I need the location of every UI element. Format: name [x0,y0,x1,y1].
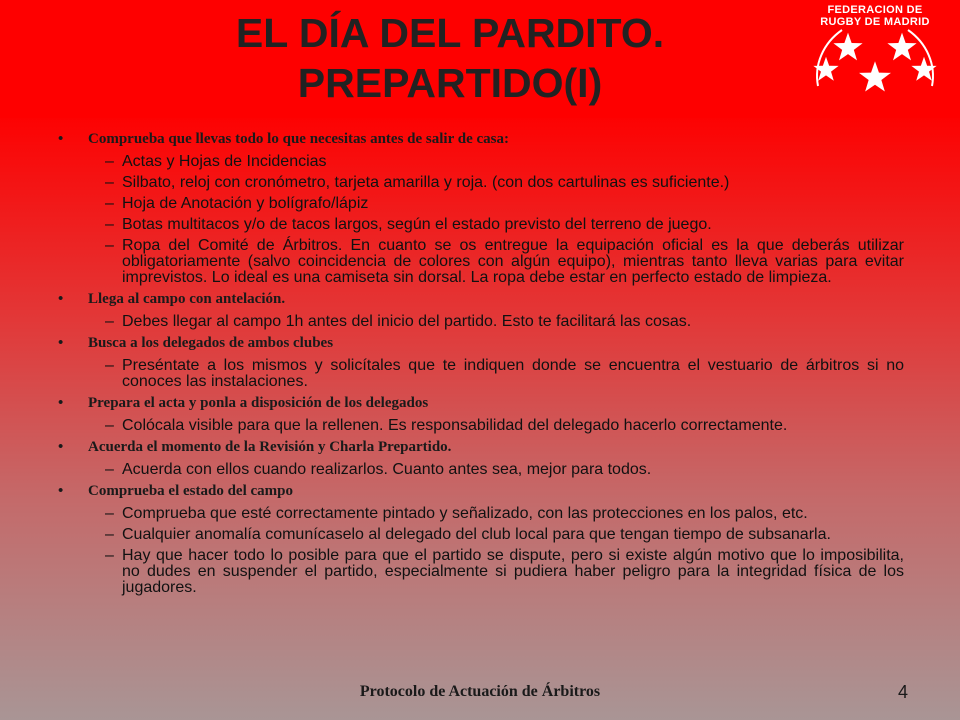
title-line-1: EL DÍA DEL PARDITO. [235,10,665,56]
dash-marker: – [105,313,114,330]
bullet-marker: • [58,439,64,455]
sub-item-text: Hoja de Anotación y bolígrafo/lápiz [122,195,369,212]
sub-item [58,506,904,522]
bullet-heading [58,334,904,353]
bullet-heading [58,438,904,457]
sub-item-text: Hay que hacer todo lo posible para que el partido se dispute, pero si existe algún motivo que lo imposibilita, no dudes en suspender el partido, especialmente si pudiera haber peligro para la integridad física de los jugadores. [122,547,904,596]
dash-marker: – [105,417,114,434]
dash-marker: – [105,547,114,564]
bullet-marker: • [58,335,64,351]
slide-footer: Protocolo de Actuación de Árbitros [359,683,601,700]
bullet-heading-text: Comprueba que llevas todo lo que necesitas antes de salir de casa: [88,131,509,147]
dash-marker: – [105,174,114,191]
sub-item [58,314,904,330]
sub-item-text: Cualquier anomalía comunícaselo al delegado del club local para que tengan tiempo de subsanarla. [122,526,831,543]
sub-item [58,154,904,170]
sub-item [58,527,904,543]
dash-marker: – [105,461,114,478]
bullet-heading-text: Llega al campo con antelación. [88,291,286,307]
logo-text-line-2: RUGBY DE MADRID [820,16,930,28]
sub-item-text: Debes llegar al campo 1h antes del inicio del partido. Esto te facilitará las cosas. [122,313,692,330]
bullet-heading-text: Busca a los delegados de ambos clubes [88,335,334,351]
title-line-2: PREPARTIDO(I) [297,60,603,106]
sub-item [58,462,904,478]
dash-marker: – [105,526,114,543]
dash-marker: – [105,153,114,170]
dash-marker: – [105,237,114,254]
sub-item [58,418,904,434]
slide-content [58,126,904,596]
bullet-heading-text: Comprueba el estado del campo [88,483,293,499]
dash-marker: – [105,357,114,374]
sub-item [58,238,904,286]
page-number: 4 [897,682,908,702]
bullet-heading [58,290,904,309]
sub-item [58,196,904,212]
logo-text-line-1: FEDERACION DE [827,4,923,16]
sub-item-text: Acuerda con ellos cuando realizarlos. Cuanto antes sea, mejor para todos. [122,461,652,478]
dash-marker: – [105,216,114,233]
stars-logo-icon [790,0,960,100]
sub-item-text: Actas y Hojas de Incidencias [122,153,327,170]
slide-title [130,8,770,108]
sub-item-text: Colócala visible para que la rellenen. Es responsabilidad del delegado hacerlo correctamente. [122,417,788,434]
sub-item [58,548,904,596]
federation-logo [790,0,960,100]
sub-item [58,217,904,233]
bullet-heading [58,130,904,149]
bullet-heading-text: Prepara el acta y ponla a disposición de los delegados [88,395,429,411]
sub-item-text: Silbato, reloj con cronómetro, tarjeta amarilla y roja. (con dos cartulinas es suficiente.) [122,174,730,191]
sub-item-text: Ropa del Comité de Árbitros. En cuanto se os entregue la equipación oficial es la que deberás utilizar obligatoriamente (salvo coincidencia de colores con algún equipo), mientras tanto lleva varias para evitar imprevistos. Lo ideal es una camiseta sin dorsal. La ropa debe estar en perfecto estado de limpieza. [122,237,904,286]
bullet-heading [58,482,904,501]
sub-item [58,358,904,390]
sub-item [58,175,904,191]
dash-marker: – [105,195,114,212]
bullet-marker: • [58,483,64,499]
bullet-marker: • [58,395,64,411]
sub-item-text: Preséntate a los mismos y solicítales que te indiquen donde se encuentra el vestuario de árbitros si no conoces las instalaciones. [122,357,904,390]
dash-marker: – [105,505,114,522]
bullet-marker: • [58,291,64,307]
sub-item-text: Comprueba que esté correctamente pintado y señalizado, con las protecciones en los palos, etc. [122,505,808,522]
bullet-heading-text: Acuerda el momento de la Revisión y Charla Prepartido. [88,439,452,455]
bullet-heading [58,394,904,413]
sub-item-text: Botas multitacos y/o de tacos largos, según el estado previsto del terreno de juego. [122,216,712,233]
bullet-marker: • [58,131,64,147]
